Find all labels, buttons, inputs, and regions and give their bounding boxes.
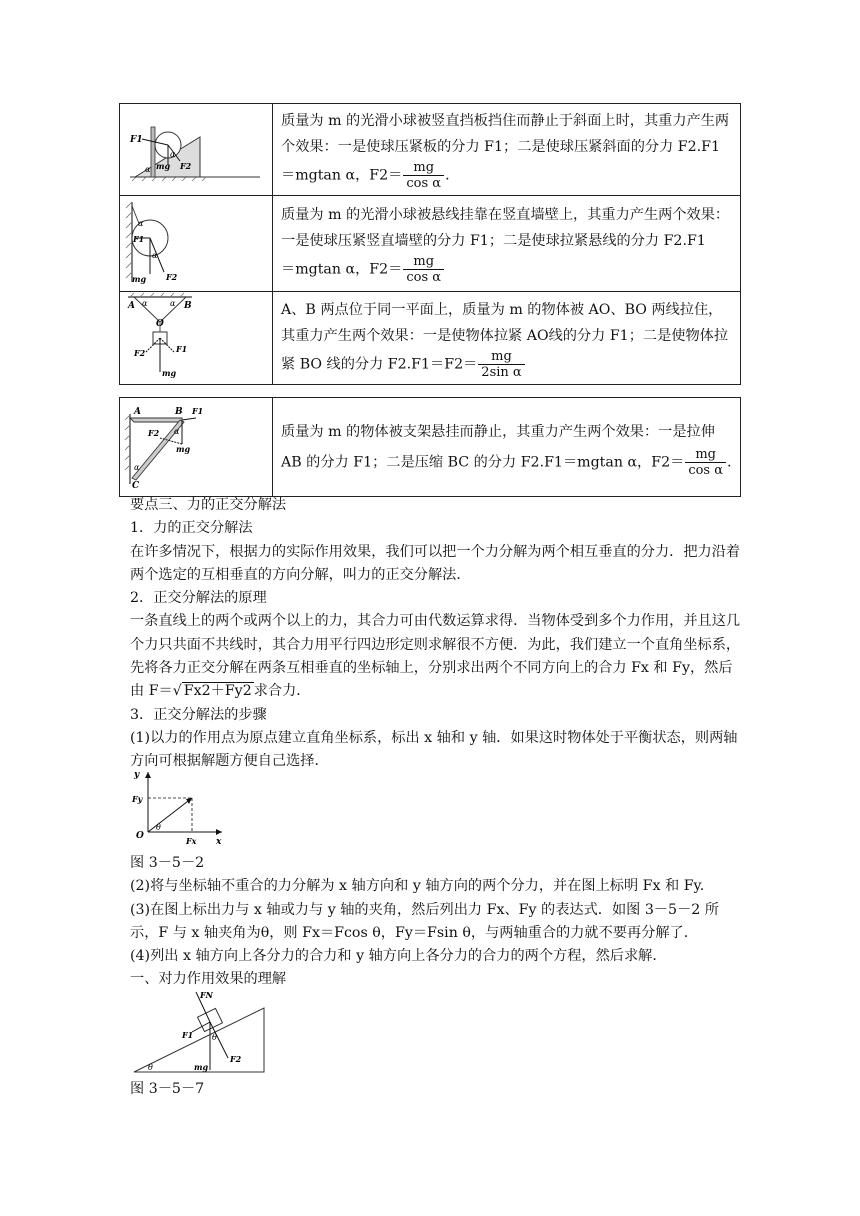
coordinate-axes-figure xyxy=(130,766,230,846)
description-cell xyxy=(273,104,741,196)
description-cell xyxy=(273,196,741,292)
formula-suffix: . xyxy=(445,167,450,184)
fn-label: FN xyxy=(200,990,213,1000)
figure-cell xyxy=(120,398,273,497)
a-label: A xyxy=(128,301,135,311)
f2-label: F2 xyxy=(166,272,178,282)
description-cell xyxy=(273,398,741,497)
paragraph-2-text: 一条直线上的两个或两个以上的力，其合力可由代数运算求得．当物体受到多个力作用，并且这几个力只共面不共线时，其合力用平行四边形定则求解很不方便．为此，我们建立一个直角坐标系，先将各力正交分解在两条互相垂直的坐标轴上，分别求出两个不同方向上的合力 Fx 和 Fy，然后由 F＝ xyxy=(130,613,741,700)
two-string-suspension-figure xyxy=(120,292,272,380)
mg-label: mg xyxy=(194,1062,209,1072)
formula-prefix: ＝mgtan α，F2＝ xyxy=(281,167,403,184)
fraction-denominator: 2sin α xyxy=(481,364,522,380)
alpha-label-2: α xyxy=(145,165,151,174)
row-text: 质量为 m 的光滑小球被悬线挂靠在竖直墙壁上，其重力产生两个效果：一是使球压紧竖直墙壁的分力 F1；二是使球拉紧悬线的分力 F2.F1 xyxy=(281,207,730,249)
section-heading: 要点三、力的正交分解法 xyxy=(130,497,287,513)
fraction-denominator: cos α xyxy=(406,176,442,191)
fraction-denominator: cos α xyxy=(406,270,442,285)
figure-caption: 图 3－5－2 xyxy=(130,855,205,871)
fraction xyxy=(403,160,444,191)
f2-label: F2 xyxy=(230,1054,242,1064)
section-text-bottom xyxy=(130,852,742,992)
alpha-label: α xyxy=(142,299,148,308)
f1-label: F1 xyxy=(176,344,188,354)
alpha-label-2: α xyxy=(170,299,176,308)
alpha-label: α xyxy=(138,219,144,228)
c-label: C xyxy=(132,481,140,491)
mg-label: mg xyxy=(162,368,177,378)
step-4: (4)列出 x 轴方向上各分力的合力和 y 轴方向上各分力的合力的两个方程，然后求解． xyxy=(130,948,667,965)
fraction-numerator: mg xyxy=(685,447,726,463)
figure-cell xyxy=(120,292,273,385)
section-text-top xyxy=(130,494,742,774)
fraction-numerator: mg xyxy=(403,160,444,176)
paragraph-2 xyxy=(130,610,742,703)
bracket-table xyxy=(119,397,741,497)
block-on-incline-figure xyxy=(130,986,270,1078)
step-3: (3)在图上标出力与 x 轴或力与 y 轴的夹角，然后列出力 Fx、Fy 的表达式．如图 3－5－2 所示，F 与 x 轴夹角为θ，则 Fx＝Fcos θ，Fy＝Fsin θ，与两轴重合的力就不要再分解了． xyxy=(130,901,719,941)
alpha-label-2: α xyxy=(152,251,158,260)
fy-label: Fy xyxy=(132,794,143,804)
alpha-label: α xyxy=(174,427,180,436)
row-text: A、B 两点位于同一平面上，质量为 m 的物体被 AO、BO 两线拉住，其重力产生两个效果：一是使物体拉紧 AO线的分力 F1；二是使物体拉紧 BO 线的分力 F2.F1＝F2＝ xyxy=(281,301,729,372)
sqrt-expression: √ Fx2＋Fy2 xyxy=(172,683,252,700)
f1-label: F1 xyxy=(192,406,204,416)
table-row xyxy=(120,104,741,196)
mg-label: mg xyxy=(176,444,191,454)
table-row xyxy=(120,196,741,292)
figure-cell xyxy=(120,104,273,196)
row-text: 质量为 m 的物体被支架悬挂而静止，其重力产生两个效果：一是拉伸 AB 的分力 F1；二是压缩 BC 的分力 F2.F1＝mgtan α，F2＝ xyxy=(281,423,715,470)
ball-on-wall-figure xyxy=(120,196,272,287)
x-axis-label: x xyxy=(216,837,222,846)
a-label: A xyxy=(134,407,141,417)
step-2: (2)将与坐标轴不重合的力分解为 x 轴方向和 y 轴方向的两个分力，并在图上标明 Fx 和 Fy. xyxy=(130,878,705,895)
caption-block xyxy=(130,1078,742,1101)
y-axis-label: y xyxy=(134,770,140,780)
formula-suffix: . xyxy=(727,454,732,470)
f1-label: F1 xyxy=(130,135,143,145)
theta-label: θ xyxy=(212,1033,217,1042)
fraction-numerator: mg xyxy=(478,349,524,365)
b-label: B xyxy=(184,301,192,311)
fx-label: Fx xyxy=(186,836,197,846)
subsection-title-3: 3．正交分解法的步骤 xyxy=(130,706,267,723)
part-heading: 一、对力作用效果的理解 xyxy=(130,971,287,988)
mg-label: mg xyxy=(132,274,147,284)
mg-label: mg xyxy=(156,161,171,171)
subsection-title-2: 2．正交分解法的原理 xyxy=(130,590,267,607)
paragraph-2-end: 求合力． xyxy=(253,683,311,700)
o-label: O xyxy=(156,319,164,329)
row-text: 质量为 m 的光滑小球被竖直挡板挡住而静止于斜面上时，其重力产生两个效果：一是使球压紧板的分力 F1；二是使球压紧斜面的分力 F2.F1 xyxy=(281,113,730,155)
theta-label: θ xyxy=(156,823,161,832)
fraction xyxy=(403,254,444,285)
ball-on-incline-figure xyxy=(120,109,272,186)
f2-label: F2 xyxy=(180,161,192,171)
alpha-label-2: α xyxy=(134,463,140,472)
f2-label: F2 xyxy=(134,348,146,358)
f1-label: F1 xyxy=(133,234,145,244)
sqrt-radicand: Fx2＋Fy2 xyxy=(183,683,252,700)
fraction xyxy=(685,447,726,478)
table-row xyxy=(120,292,741,385)
alpha-label: α xyxy=(170,150,176,159)
paragraph-1: 在许多情况下，根据力的实际作用效果，我们可以把一个力分解为两个相互垂直的分力．把力沿着两个选定的互相垂直的方向分解，叫力的正交分解法． xyxy=(130,543,741,583)
bracket-figure xyxy=(120,398,272,492)
force-decomposition-table xyxy=(119,103,741,385)
description-cell xyxy=(273,292,741,385)
origin-label: O xyxy=(136,831,144,841)
f2-label: F2 xyxy=(148,428,160,438)
formula-prefix: ＝mgtan α，F2＝ xyxy=(281,261,403,278)
fraction-numerator: mg xyxy=(403,254,444,270)
fraction-denominator: cos α xyxy=(688,462,724,478)
figure-caption: 图 3－5－7 xyxy=(130,1081,205,1097)
step-1: (1)以力的作用点为原点建立直角坐标系，标出 x 轴和 y 轴．如果这时物体处于平衡状态，则两轴方向可根据解题方便自己选择． xyxy=(130,729,738,770)
fraction xyxy=(478,349,524,380)
figure-cell xyxy=(120,196,273,292)
b-label: B xyxy=(175,407,183,417)
table-row xyxy=(120,398,741,497)
subsection-title-1: 1．力的正交分解法 xyxy=(130,520,253,537)
theta-label-2: θ xyxy=(148,1063,153,1072)
f1-label: F1 xyxy=(182,1030,194,1040)
